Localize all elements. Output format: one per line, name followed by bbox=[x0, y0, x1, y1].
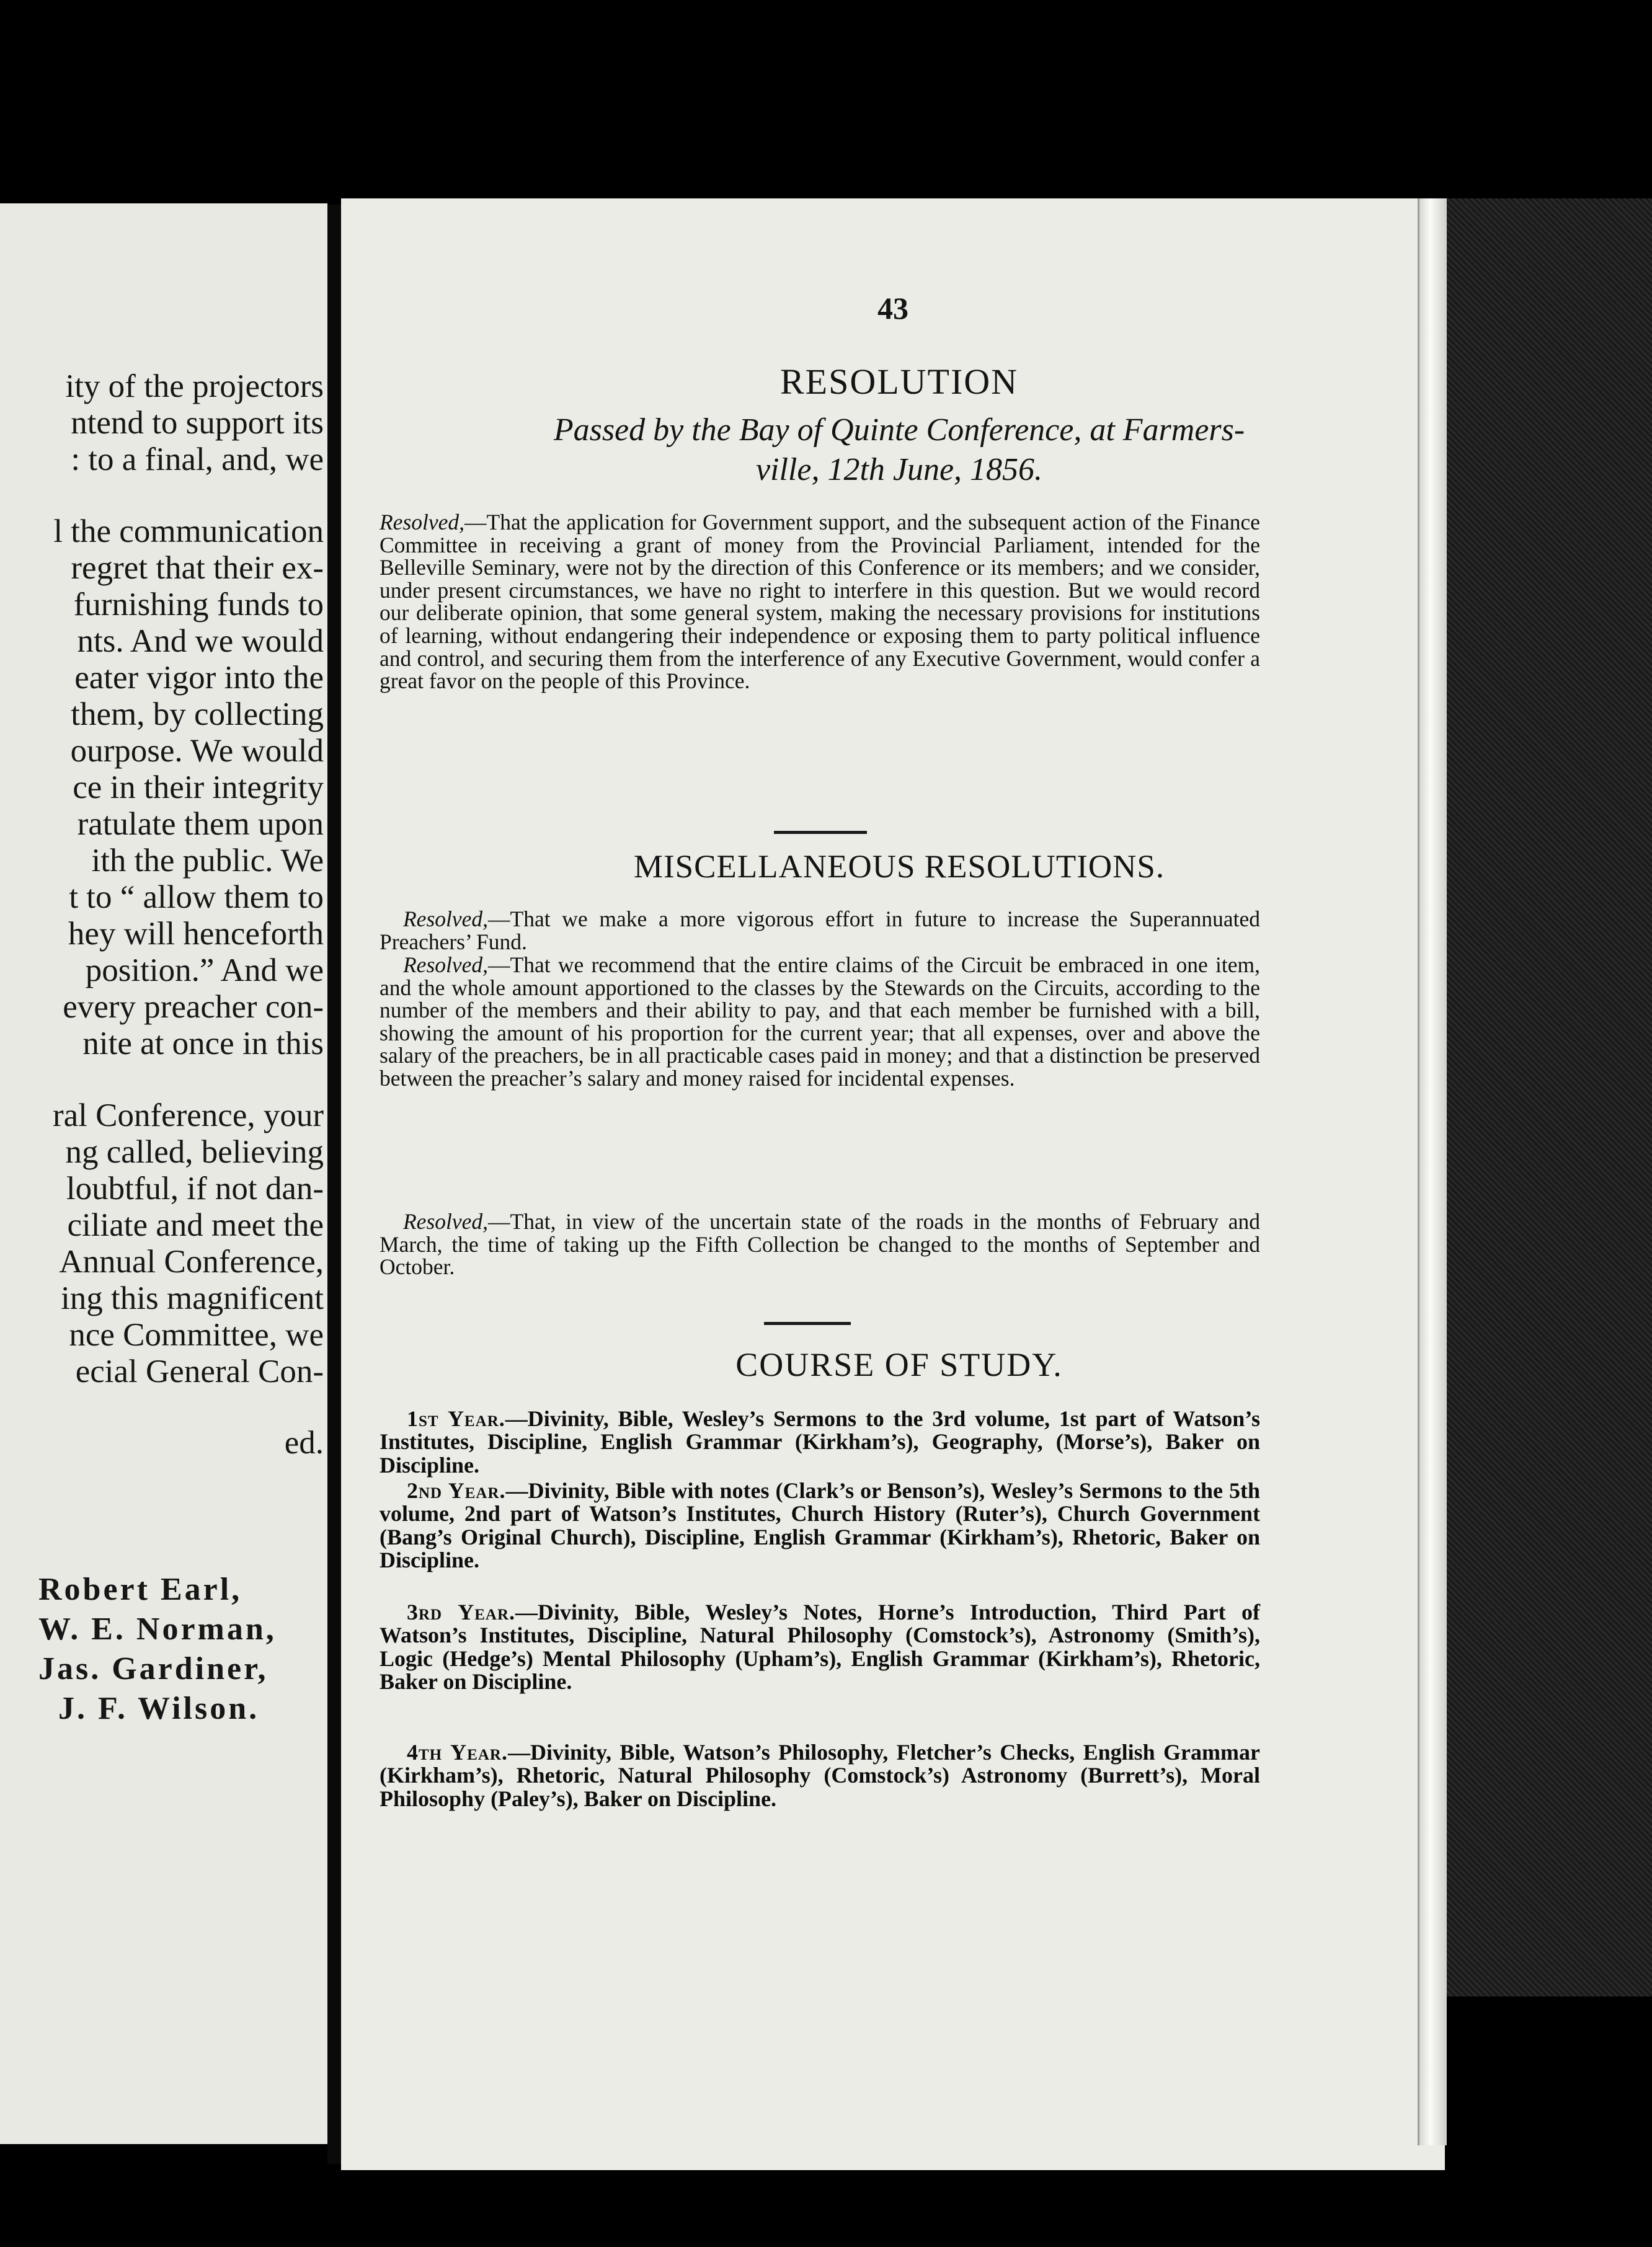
left-page-line: every preacher con- bbox=[63, 989, 324, 1025]
study-year-text: —Divinity, Bible with notes (Clark’s or Benson’s), Wesley’s Sermons to the 5th volume, 2nd part of Watson’s Institutes, Church History (Ruter’s), Church Government (Bang’s Original Church), Discipline, English Grammar (Kirkham’s), Rhetoric, Baker on Discipline. bbox=[380, 1478, 1261, 1573]
left-page-line: t to “ allow them to bbox=[69, 879, 324, 915]
misc-resolution-text: —That we make a more vigorous effort in future to increase the Superannuated Preachers’ Fund. bbox=[380, 906, 1260, 954]
study-year-2 bbox=[380, 1479, 1260, 1572]
left-page-line: ecial General Con- bbox=[75, 1354, 324, 1389]
course-of-study-heading: COURSE OF STUDY. bbox=[735, 1346, 1063, 1383]
signature-line: Robert Earl, bbox=[38, 1572, 242, 1607]
section-rule bbox=[764, 1322, 851, 1325]
resolution-subtitle-line2: ville, 12th June, 1856. bbox=[755, 452, 1043, 487]
left-page-line: ity of the projectors bbox=[65, 368, 324, 404]
left-page bbox=[0, 203, 327, 2144]
resolution-text: —That the application for Government support, and the subsequent action of the Finance Committee in receiving a grant of money from the Provincial Parliament, intended for the Belleville Seminary, were not by the direction of this Conference or its members; and we consider, under present circumstances, we have no right to interfere in this question. But we would record our deliberate opinion, that some general system, making the necessary provisions for institutions of learning, without endangering their independence or exposing them to party political influence and control, and securing them from the interference of any Executive Government, would confer a great favor on the people of this Province. bbox=[380, 510, 1260, 694]
resolved-lead: Resolved, bbox=[403, 952, 489, 977]
misc-resolution-2 bbox=[380, 954, 1260, 1090]
misc-resolution-text: —That, in view of the uncertain state of the roads in the months of February and March, the time of taking up the Fifth Collection be changed to the months of September and October. bbox=[380, 1209, 1260, 1280]
study-year-1 bbox=[380, 1407, 1260, 1477]
left-page-line: nite at once in this bbox=[82, 1026, 324, 1061]
left-page-line: ing this magnificent bbox=[61, 1280, 324, 1316]
page-number: 43 bbox=[877, 291, 908, 326]
resolved-lead: Resolved, bbox=[403, 1209, 489, 1234]
study-year-label: 4th Year. bbox=[407, 1740, 508, 1765]
left-page-line: ratulate them upon bbox=[77, 806, 324, 842]
study-year-label: 3rd Year. bbox=[407, 1600, 516, 1624]
left-page-line: ciliate and meet the bbox=[67, 1207, 324, 1243]
book-cover-cloth bbox=[1445, 198, 1652, 1997]
study-year-label: 2nd Year. bbox=[407, 1478, 506, 1503]
left-page-line: eater vigor into the bbox=[74, 660, 324, 696]
left-page-line: ce in their integrity bbox=[73, 769, 324, 805]
right-page bbox=[341, 198, 1445, 2170]
left-page-line: nce Committee, we bbox=[69, 1317, 324, 1353]
study-year-label: 1st Year. bbox=[407, 1406, 505, 1431]
resolved-lead: Resolved, bbox=[403, 906, 489, 931]
left-page-line: loubtful, if not dan- bbox=[66, 1171, 324, 1207]
left-page-line: ral Conference, your bbox=[52, 1097, 324, 1133]
left-page-line: l the communication bbox=[53, 513, 324, 549]
left-page-line: furnishing funds to bbox=[73, 587, 324, 623]
study-year-3 bbox=[380, 1601, 1260, 1694]
study-year-4 bbox=[380, 1741, 1260, 1810]
page-edge bbox=[1418, 198, 1447, 2145]
left-page-line: them, by collecting bbox=[71, 696, 324, 732]
study-year-text: —Divinity, Bible, Wesley’s Notes, Horne’s Introduction, Third Part of Watson’s Institutes, Discipline, Natural Philosophy (Comstock’s), Astronomy (Smith’s), Logic (Hedge’s) Mental Philosophy (Upham’s), English Grammar (Kirkham’s), Rhetoric, Baker on Discipline. bbox=[380, 1600, 1260, 1695]
left-page-line: position.” And we bbox=[85, 952, 324, 988]
left-page-line: nts. And we would bbox=[77, 623, 324, 659]
resolved-lead: Resolved, bbox=[380, 510, 465, 534]
miscellaneous-heading: MISCELLANEOUS RESOLUTIONS. bbox=[633, 849, 1165, 885]
left-page-line: ourpose. We would bbox=[70, 733, 324, 769]
left-page-line: ntend to support its bbox=[71, 405, 324, 441]
left-page-line: ng called, believing bbox=[65, 1134, 324, 1170]
left-page-line: hey will henceforth bbox=[68, 916, 324, 952]
resolution-heading: RESOLUTION bbox=[779, 361, 1019, 402]
misc-resolution-text: —That we recommend that the entire claims of the Circuit be embraced in one item, and the whole amount apportioned to the classes by the Stewards on the Circuits, according to the number of the members and their ability to pay, and that each member be furnished with a bill, showing the amount of his proportion for the current year; that all expenses, over and above the salary of the preachers, be in all practicable cases paid in money; and that a distinction be preserved between the preacher’s salary and money raised for incidental expenses. bbox=[380, 952, 1260, 1091]
left-page-line: Annual Conference, bbox=[59, 1244, 324, 1280]
signature-line: J. F. Wilson. bbox=[58, 1691, 260, 1726]
misc-resolution-3 bbox=[380, 1210, 1260, 1279]
study-year-text: —Divinity, Bible, Wesley’s Sermons to the 3rd volume, 1st part of Watson’s Institutes, Discipline, English Grammar (Kirkham’s), Geography, (Morse’s), Baker on Discipline. bbox=[380, 1406, 1260, 1478]
misc-resolution-1 bbox=[380, 908, 1260, 953]
left-page-line: ith the public. We bbox=[91, 843, 324, 879]
left-page-line: regret that their ex- bbox=[71, 550, 324, 586]
book-gutter bbox=[327, 205, 341, 2164]
resolution-body bbox=[380, 511, 1260, 693]
signature-line: W. E. Norman, bbox=[38, 1611, 277, 1647]
resolution-subtitle-line1: Passed by the Bay of Quinte Conference, at Farmers- bbox=[553, 412, 1245, 448]
signature-line: Jas. Gardiner, bbox=[38, 1651, 269, 1686]
left-page-line: : to a final, and, we bbox=[71, 441, 324, 477]
study-year-text: —Divinity, Bible, Watson’s Philosophy, Fletcher’s Checks, English Grammar (Kirkham’s), Rhetoric, Natural Philosophy (Comstock’s) Astronomy (Burrett’s), Moral Philosophy (Paley’s), Baker on Discipline. bbox=[380, 1740, 1260, 1811]
left-page-line: ed. bbox=[284, 1425, 324, 1461]
section-rule bbox=[774, 831, 867, 834]
